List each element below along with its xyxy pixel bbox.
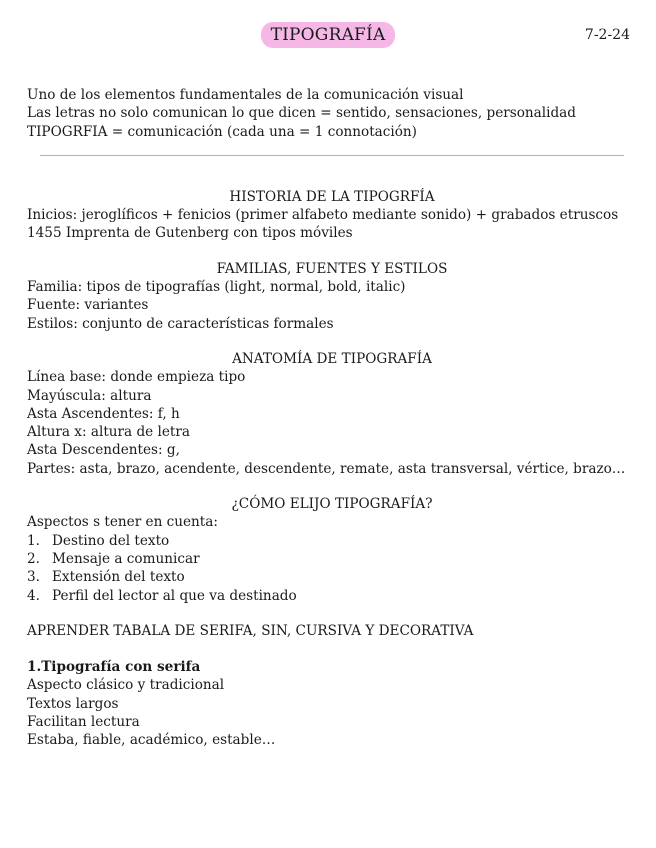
section-serifa — [27, 658, 637, 749]
section-line: Estilos: conjunto de características formales — [27, 315, 334, 332]
page-title: TIPOGRAFÍA — [261, 22, 396, 48]
section-line: Familia: tipos de tipografías (light, normal, bold, italic) — [27, 279, 406, 296]
section-intro: Aspectos s tener en cuenta: — [27, 514, 218, 531]
date-label: 7-2-24 — [584, 27, 630, 43]
intro-block — [27, 86, 637, 141]
list-text: Mensaje a comunicar — [52, 550, 200, 567]
section-line: Inicios: jeroglíficos + fenicios (primer alfabeto mediante sonido) + grabados etruscos — [27, 207, 619, 224]
list-text: Perfil del lector al que va destinado — [52, 587, 297, 604]
section-line: 1455 Imprenta de Gutenberg con tipos móviles — [27, 225, 353, 242]
serif-line: Textos largos — [27, 695, 119, 712]
intro-line: Uno de los elementos fundamentales de la comunicación visual — [27, 87, 464, 103]
list-number: 2. — [27, 550, 40, 567]
section-como-elijo — [27, 495, 637, 605]
list-item — [27, 587, 637, 605]
serif-line: Estaba, fiable, académico, estable… — [27, 732, 276, 749]
section-line: Fuente: variantes — [27, 297, 149, 314]
study-note: APRENDER TABALA DE SERIFA, SIN, CURSIVA Y DECORATIVA — [27, 622, 474, 639]
section-line: Altura x: altura de letra — [27, 424, 190, 441]
list-number: 3. — [27, 569, 40, 586]
list-item — [27, 550, 637, 568]
section-line: Mayúscula: altura — [27, 387, 152, 404]
list-item — [27, 532, 637, 550]
section-line: Asta Descendentes: g, — [27, 442, 180, 459]
section-heading: ¿CÓMO ELIJO TIPOGRAFÍA? — [231, 496, 433, 513]
section-line: Asta Ascendentes: f, h — [27, 405, 180, 422]
section-heading: ANATOMÍA DE TIPOGRAFÍA — [232, 350, 432, 367]
title-container — [0, 22, 656, 48]
section-familias — [27, 260, 637, 333]
section-line: Partes: asta, brazo, acendente, descendente, remate, asta transversal, vértice, brazo… — [27, 460, 626, 477]
list-number: 1. — [27, 532, 40, 549]
document-body — [27, 86, 637, 750]
section-historia — [27, 188, 637, 243]
intro-line: Las letras no solo comunican lo que dicen = sentido, sensaciones, personalidad — [27, 105, 576, 122]
section-line: Línea base: donde empieza tipo — [27, 369, 246, 386]
section-anatomia — [27, 350, 637, 478]
list-text: Destino del texto — [52, 532, 170, 549]
section-heading: HISTORIA DE LA TIPOGRFÍA — [229, 188, 435, 205]
serif-title: 1.Tipografía con serifa — [27, 659, 201, 676]
serif-line: Aspecto clásico y tradicional — [27, 677, 225, 694]
list-number: 4. — [27, 587, 40, 604]
serif-line: Facilitan lectura — [27, 714, 140, 731]
section-heading: FAMILIAS, FUENTES Y ESTILOS — [216, 260, 448, 277]
list-text: Extensión del texto — [52, 569, 185, 586]
intro-line: TIPOGRFIA = comunicación (cada una = 1 connotación) — [27, 123, 417, 140]
list-item — [27, 568, 637, 586]
